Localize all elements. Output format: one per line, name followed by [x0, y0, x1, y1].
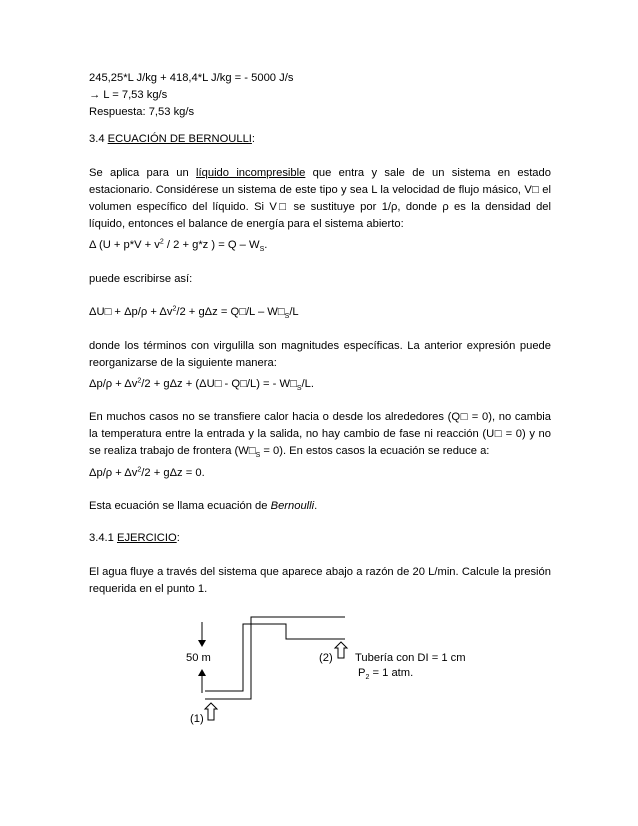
flow-arrow-point-1: [205, 703, 217, 720]
text-puede-escribirse: puede escribirse así:: [89, 273, 193, 285]
intro-line-3: Respuesta: 7,53 kg/s: [89, 106, 195, 118]
para5-part: .: [314, 500, 318, 512]
equation-4: [89, 465, 551, 482]
eq2-part: + Δp/ρ + Δv: [111, 306, 173, 318]
equation-1: [89, 237, 551, 254]
subsection-title: EJERCICIO: [117, 532, 177, 544]
para4-sub: S: [255, 452, 261, 460]
intro-line-1: 245,25*L J/kg + 418,4*L J/kg = - 5000 J/s: [89, 72, 294, 84]
para4-part: = 0) y no se realiza trabajo de frontera (W: [89, 428, 551, 457]
p2-value: = 1 atm.: [369, 667, 414, 679]
tilde-glyph: □: [290, 378, 297, 390]
eq1-part: .: [264, 239, 268, 251]
section-number: 3.4: [89, 133, 105, 145]
eq1-sub: S: [259, 246, 265, 254]
tilde-glyph: □: [240, 378, 247, 390]
pipe-diagram-drawing: [0, 600, 638, 740]
flow-arrow-point-2: [335, 642, 347, 658]
eq4-sup: 2: [137, 466, 142, 474]
eq1-part: Δ (U + p*V + v: [89, 239, 160, 251]
para1-text-e: se sustituye por 1/ρ, donde ρ es la densidad del líquido, entonces el balance de energía para el sistema abierto:: [89, 201, 551, 230]
para4-part: = 0). En estos casos la ecuación se reduce a:: [260, 445, 490, 457]
section-colon: :: [251, 133, 256, 145]
eq2-sup: 2: [172, 305, 177, 313]
equation-2: [89, 304, 551, 321]
eq2-part: ΔU: [89, 306, 105, 318]
equation-3: [89, 376, 551, 393]
eq2-part: /2 + gΔz = Q: [176, 306, 240, 318]
paragraph-casos: [89, 409, 551, 460]
intro-lines: [89, 70, 551, 121]
bernoulli-italic: Bernoulli: [270, 500, 315, 512]
tilde-glyph: □: [277, 306, 285, 318]
para5-part: Esta ecuación se llama ecuación de: [89, 500, 271, 512]
para1-text-d: el volumen específico del líquido. Si V: [89, 184, 551, 213]
subsection-heading: [89, 530, 551, 547]
point-2-label: (2): [319, 652, 333, 664]
paragraph-ejercicio: El agua fluye a través del sistema que aparece abajo a razón de 20 L/min. Calcule la presión requerida en el punto 1.: [89, 566, 551, 595]
eq4-part: /2 + gΔz = 0.: [141, 467, 205, 479]
height-label: 50 m: [186, 652, 211, 664]
para4-part: En muchos casos no se transfiere calor hacia o desde los alrededores (Q: [89, 411, 461, 423]
eq3-part: - Q: [221, 378, 241, 390]
tilde-glyph: □: [494, 428, 502, 440]
paragraph-virgulilla: donde los términos con virgulilla son magnitudes específicas. La anterior expresión puede reorganizarse de la siguiente manera:: [89, 340, 551, 369]
eq4-part: Δp/ρ + Δv: [89, 467, 138, 479]
tilde-glyph: □: [104, 306, 112, 318]
tilde-glyph: □: [214, 378, 222, 390]
p2-symbol: P: [358, 667, 366, 679]
eq1-sup: 2: [159, 238, 164, 246]
para4-part: = 0), no cambia la temperatura entre la entrada y la salida, no hay cambio de fase ni reacción (U: [89, 411, 552, 440]
paragraph-bernoulli-name: [89, 498, 551, 515]
subsection-colon: :: [176, 532, 180, 544]
section-heading: [89, 131, 551, 148]
up-arrow-head: [198, 669, 206, 676]
section-title: ECUACIÓN DE BERNOULLI: [107, 133, 252, 145]
eq3-sup: 2: [137, 377, 142, 385]
para1-text-c: que entra y sale de un sistema en estado estacionario. Considérese un sistema de este tipo y sea L la velocidad de flujo másico, V: [89, 167, 551, 196]
tilde-glyph: □: [460, 411, 469, 423]
eq3-part: /L.: [301, 378, 314, 390]
eq2-part: /L: [289, 306, 299, 318]
point-1-label: (1): [190, 713, 204, 725]
eq2-sub: S: [284, 313, 290, 321]
tilde-glyph: □: [239, 306, 246, 318]
p2-subscript: 2: [365, 674, 370, 682]
eq1-part: / 2 + g*z ) = Q – W: [163, 239, 260, 251]
para1-underlined-term: líquido incompresible: [196, 167, 306, 179]
paragraph-intro-bernoulli: [89, 165, 551, 233]
tilde-glyph: □: [276, 201, 289, 213]
tilde-glyph: □: [531, 184, 539, 196]
tilde-glyph: □: [248, 445, 256, 457]
para1-text-a: Se aplica para un: [89, 167, 197, 179]
eq3-part: /L) = - W: [246, 378, 291, 390]
pipe-diameter-label: Tubería con DI = 1 cm: [355, 652, 466, 664]
eq3-sub: S: [296, 385, 302, 393]
pipe-diagram: [0, 600, 638, 740]
intro-line-2: → L = 7,53 kg/s: [89, 89, 168, 101]
eq3-part: /2 + gΔz + (ΔU: [141, 378, 215, 390]
subsection-number: 3.4.1: [89, 532, 114, 544]
pressure-p2-label: [358, 667, 413, 680]
eq3-part: Δp/ρ + Δv: [89, 378, 138, 390]
down-arrow-head: [198, 640, 206, 647]
eq2-part: /L – W: [245, 306, 278, 318]
